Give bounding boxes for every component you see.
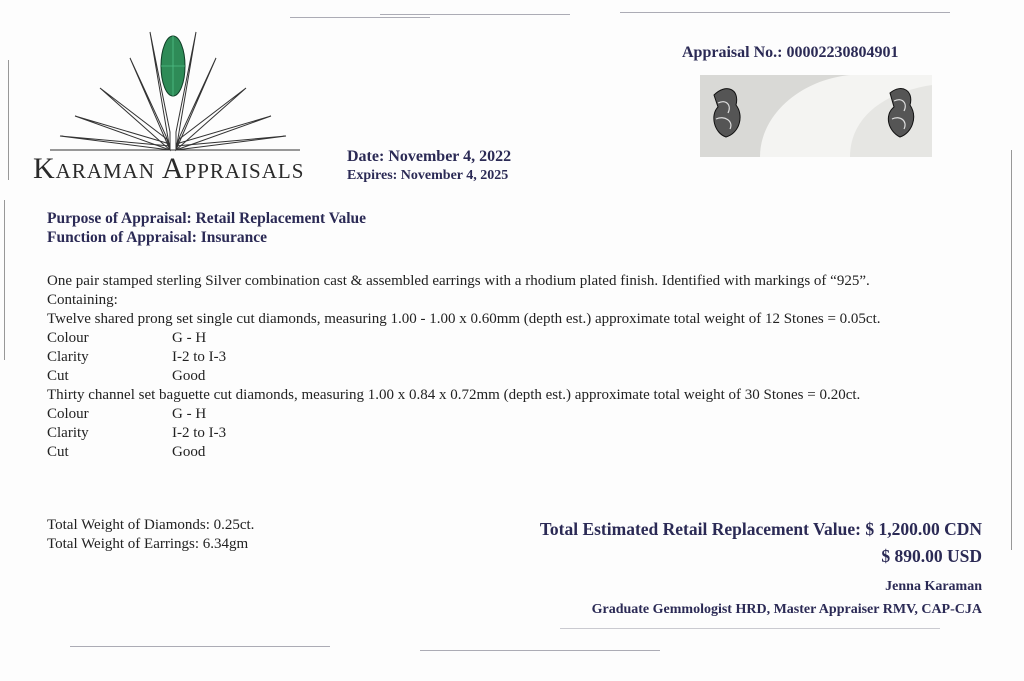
- scan-edge: [560, 628, 940, 629]
- replacement-value-usd: $ 890.00 USD: [881, 546, 982, 566]
- spec-label: Cut: [47, 444, 69, 460]
- company-name: Karaman Appraisals: [33, 152, 305, 185]
- scan-edge: [1011, 150, 1012, 550]
- scan-edge: [8, 60, 9, 180]
- total-diamond-weight: Total Weight of Diamonds: 0.25ct.: [47, 517, 255, 533]
- stone-set-2: Thirty channel set baguette cut diamonds, measuring 1.00 x 0.84 x 0.72mm (depth est.) approximate total weight of 30 Stones = 0.20ct.: [47, 387, 861, 403]
- spec-label: Clarity: [47, 425, 89, 441]
- spec-row: [47, 329, 997, 348]
- scan-edge: [420, 650, 660, 651]
- spec-row: [47, 424, 997, 443]
- purpose-of-appraisal: Purpose of Appraisal: Retail Replacement Value: [47, 210, 367, 227]
- earrings-photo: [700, 75, 932, 157]
- spec-label: Colour: [47, 330, 89, 346]
- date-block: [347, 148, 511, 184]
- spec-label: Colour: [47, 406, 89, 422]
- appraiser-name: Jenna Karaman: [885, 579, 982, 594]
- description-intro: One pair stamped sterling Silver combination cast & assembled earrings with a rhodium plated finish. Identified with markings of “925”.: [47, 273, 870, 289]
- expiry-date: Expires: November 4, 2025: [347, 168, 509, 183]
- purpose-block: [47, 209, 366, 247]
- spec-value: Good: [172, 368, 206, 384]
- spec-label: Clarity: [47, 349, 89, 365]
- appraisal-number: Appraisal No.: 00002230804901: [682, 44, 899, 61]
- scan-edge: [620, 12, 950, 13]
- stone-set-1: Twelve shared prong set single cut diamonds, measuring 1.00 - 1.00 x 0.60mm (depth est.) approximate total weight of 12 Stones = 0.05ct.: [47, 311, 881, 327]
- total-earring-weight: Total Weight of Earrings: 6.34gm: [47, 536, 249, 552]
- appraisal-date: Date: November 4, 2022: [347, 148, 512, 165]
- scan-edge: [70, 646, 330, 647]
- spec-value: I-2 to I-3: [172, 425, 227, 441]
- spec-label: Cut: [47, 368, 69, 384]
- scan-edge: [290, 17, 430, 18]
- weight-totals: [47, 516, 254, 554]
- item-description: [47, 272, 997, 462]
- scan-edge: [4, 200, 5, 360]
- spec-row: [47, 443, 997, 462]
- spec-value: G - H: [172, 330, 207, 346]
- spec-value: G - H: [172, 406, 207, 422]
- spec-row: [47, 405, 997, 424]
- spec-row: [47, 348, 997, 367]
- appraiser-credentials: Graduate Gemmologist HRD, Master Appraiser RMV, CAP-CJA: [591, 602, 982, 617]
- spec-row: [47, 367, 997, 386]
- spec-value: Good: [172, 444, 206, 460]
- function-of-appraisal: Function of Appraisal: Insurance: [47, 229, 268, 246]
- replacement-value-cdn: Total Estimated Retail Replacement Value: $ 1,200.00 CDN: [539, 519, 982, 539]
- scan-edge: [380, 14, 570, 15]
- value-block: [540, 519, 982, 618]
- containing-label: Containing:: [47, 292, 118, 308]
- spec-value: I-2 to I-3: [172, 349, 227, 365]
